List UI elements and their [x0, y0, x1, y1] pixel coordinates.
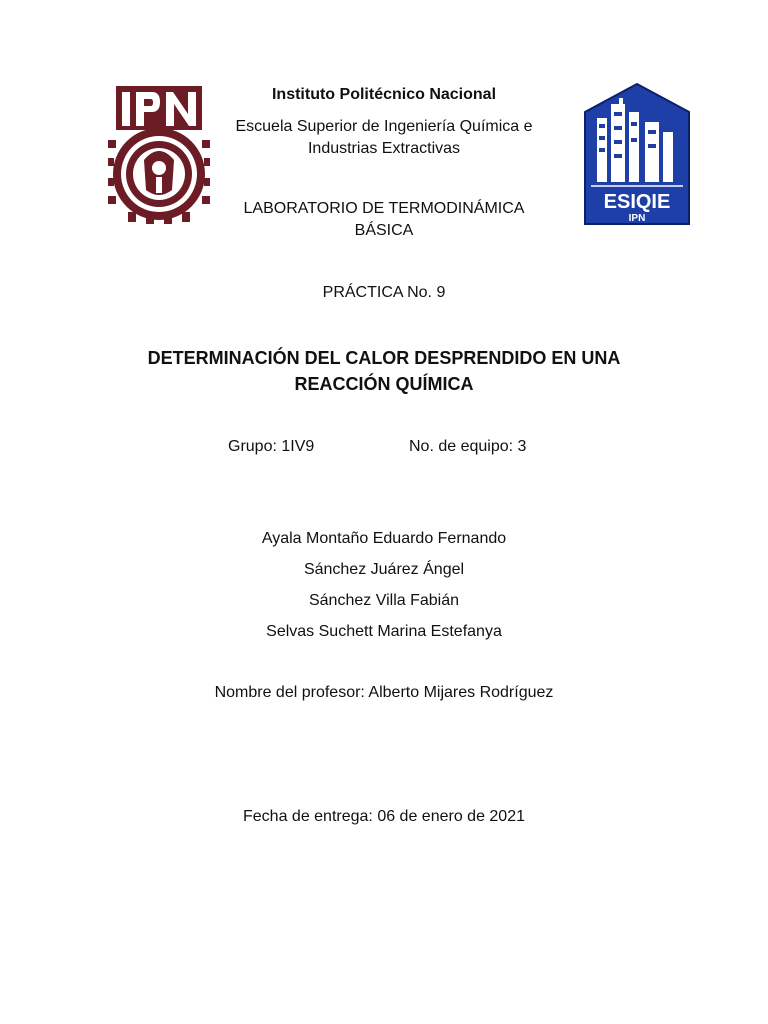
team-number-label: No. de equipo: 3	[409, 438, 527, 455]
member-name: Sánchez Juárez Ángel	[303, 561, 465, 578]
school-name-line-2: Industrias Extractivas	[307, 140, 461, 157]
institution-name: Instituto Politécnico Nacional	[271, 86, 497, 103]
group-label: Grupo: 1IV9	[228, 438, 315, 455]
esiqie-logo-sub: IPN	[628, 213, 646, 224]
member-name: Sánchez Villa Fabián	[308, 592, 460, 609]
lab-name-line-2: BÁSICA	[354, 222, 414, 239]
title-line-2: REACCIÓN QUÍMICA	[294, 374, 474, 394]
esiqie-logo-wordmark: ESIQIE	[603, 191, 671, 213]
member-name: Selvas Suchett Marina Estefanya	[266, 623, 502, 640]
practice-number: PRÁCTICA No. 9	[322, 284, 446, 301]
professor-name: Nombre del profesor: Alberto Mijares Rodríguez	[214, 684, 554, 701]
title-line-1: DETERMINACIÓN DEL CALOR DESPRENDIDO EN UNA	[147, 348, 621, 368]
member-name: Ayala Montaño Eduardo Fernando	[261, 530, 507, 547]
school-name-line-1: Escuela Superior de Ingeniería Química e	[235, 118, 533, 135]
delivery-date: Fecha de entrega: 06 de enero de 2021	[243, 808, 525, 825]
lab-name-line-1: LABORATORIO DE TERMODINÁMICA	[243, 200, 525, 217]
